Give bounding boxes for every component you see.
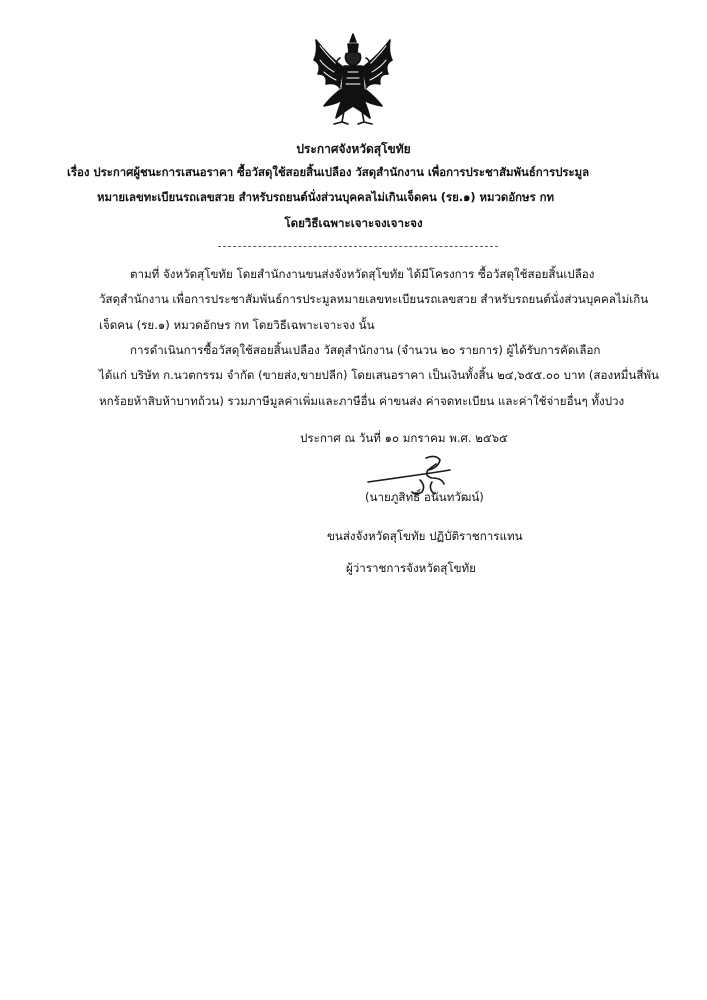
subject-line-3: โดยวิธีเฉพาะเจาะจงเจาะจง xyxy=(284,216,423,230)
body-paragraph-1-line-2: วัสดุสำนักงาน เพื่อการประชาสัมพันธ์การประมูลหมายเลขทะเบียนรถเลขสวย สำหรับรถยนต์นั่งส่วนบุคคลไม่เกิน xyxy=(99,292,649,306)
signer-position-line-2: ผู้ว่าราชการจังหวัดสุโขทัย xyxy=(346,561,476,575)
body-paragraph-2-line-2: ได้แก่ บริษัท ก.นวตกรรม จำกัด (ขายส่ง,ขายปลีก) โดยเสนอราคา เป็นเงินทั้งสิ้น ๒๔,๖๕๕.๐๐ บาท (สองหมื่นสี่พัน xyxy=(99,368,659,382)
subject-line-2: หมายเลขทะเบียนรถเลขสวย สำหรับรถยนต์นั่งส่วนบุคคลไม่เกินเจ็ดคน (รย.๑) หมวดอักษร กท xyxy=(97,190,555,204)
garuda-emblem-icon xyxy=(306,30,400,128)
body-paragraph-1-line-1: ตามที่ จังหวัดสุโขทัย โดยสำนักงานขนส่งจังหวัดสุโขทัย ได้มีโครงการ ซื้อวัสดุใช้สอยสิ้นเปลือง xyxy=(130,267,595,281)
signer-name: (นายภูสิทธิ์ อนันทวัฒน์) xyxy=(365,490,484,504)
dashed-divider xyxy=(218,246,498,247)
announcement-title: ประกาศจังหวัดสุโขทัย xyxy=(296,142,411,156)
signer-position-line-1: ขนส่งจังหวัดสุโขทัย ปฏิบัติราชการแทน xyxy=(327,529,523,543)
announcement-date: ประกาศ ณ วันที่ ๑๐ มกราคม พ.ศ. ๒๕๖๕ xyxy=(300,431,508,445)
body-paragraph-2-line-3: หกร้อยห้าสิบห้าบาทถ้วน) รวมภาษีมูลค่าเพิ่มและภาษีอื่น ค่าขนส่ง ค่าจดทะเบียน และค่าใช้จ่ายอื่นๆ ทั้งปวง xyxy=(99,394,625,408)
body-paragraph-2-line-1: การดำเนินการซื้อวัสดุใช้สอยสิ้นเปลือง วัสดุสำนักงาน (จำนวน ๒๐ รายการ) ผู้ได้รับการคัดเลือก xyxy=(130,343,601,357)
body-paragraph-1-line-3: เจ็ดคน (รย.๑) หมวดอักษร กท โดยวิธีเฉพาะเจาะจง นั้น xyxy=(99,318,375,332)
subject-line-1: เรื่อง ประกาศผู้ชนะการเสนอราคา ซื้อวัสดุใช้สอยสิ้นเปลือง วัสดุสำนักงาน เพื่อการประชาสัมพันธ์การประมูล xyxy=(67,165,590,179)
